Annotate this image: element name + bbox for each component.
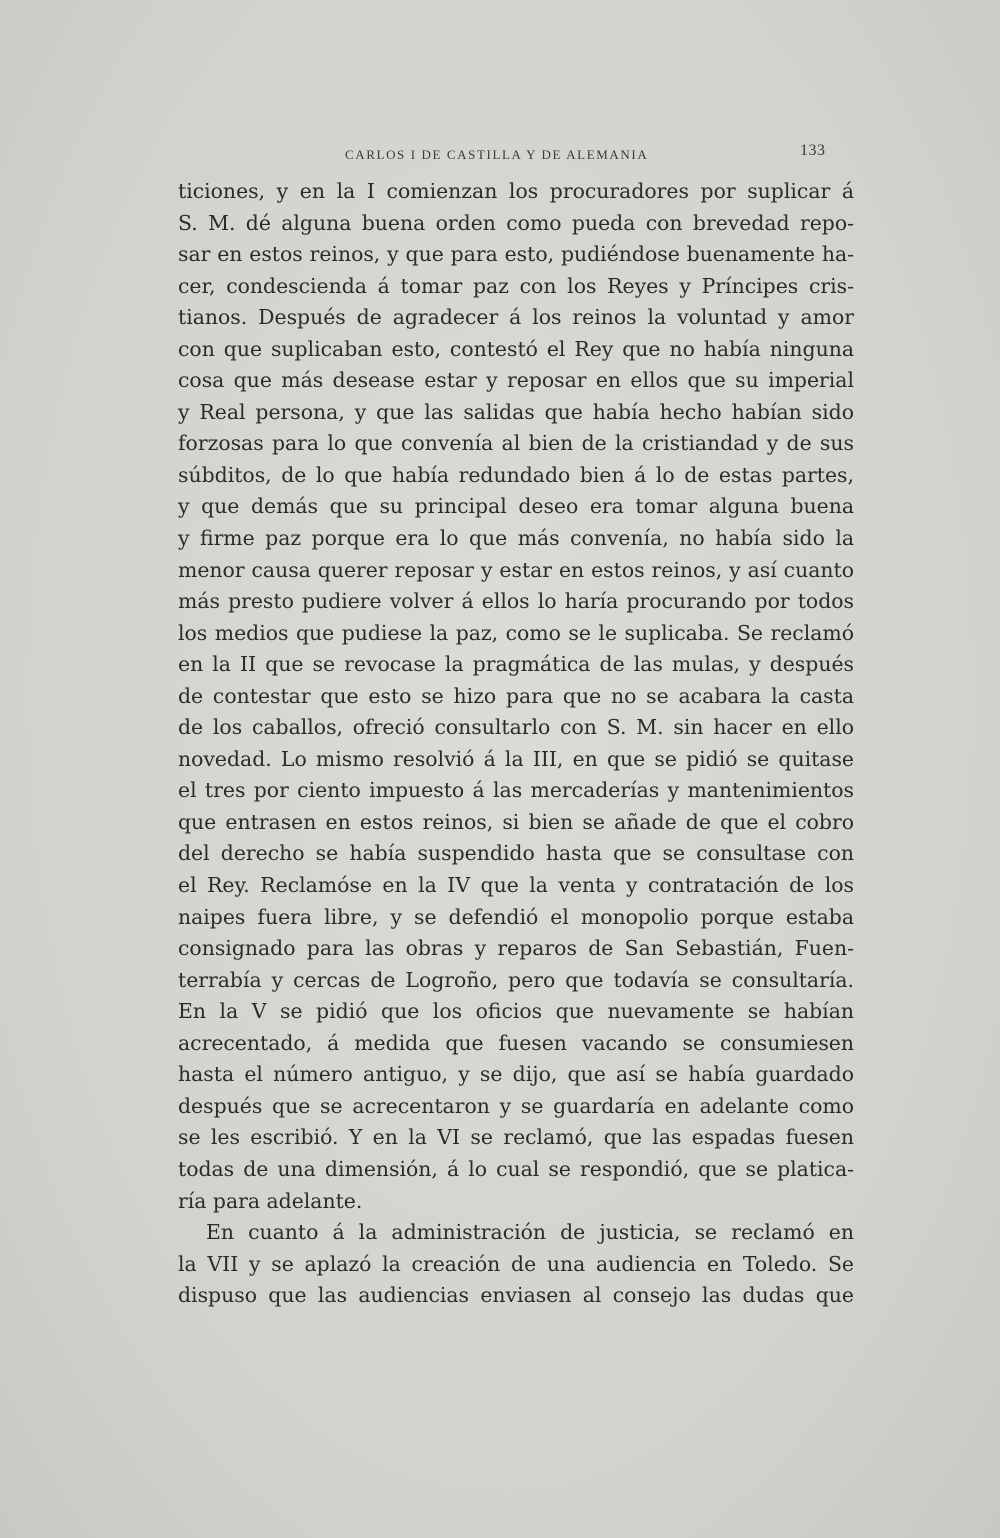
- page-number: 133: [800, 142, 826, 159]
- body-text: [178, 176, 854, 1312]
- text-line: todas de una dimensión, á lo cual se respondió, que se platica-: [178, 1156, 854, 1181]
- text-line: En cuanto á la administración de justicia, se reclamó en: [206, 1220, 854, 1245]
- text-line: naipes fuera libre, y se defendió el monopolio porque estaba: [178, 904, 854, 929]
- text-line: el Rey. Reclamóse en la IV que la venta y contratación de los: [178, 873, 854, 898]
- text-line: cosa que más desease estar y reposar en ellos que su imperial: [178, 368, 854, 393]
- text-line: y firme paz porque era lo que más convenía, no había sido la: [178, 526, 854, 551]
- text-line: tianos. Después de agradecer á los reinos la voluntad y amor: [178, 305, 854, 330]
- text-line: súbditos, de lo que había redundado bien á lo de estas partes,: [178, 462, 854, 487]
- text-line: sar en estos reinos, y que para esto, pudiéndose buenamente ha-: [178, 242, 854, 267]
- text-line: menor causa querer reposar y estar en estos reinos, y así cuanto: [178, 557, 854, 582]
- text-line: se les escribió. Y en la VI se reclamó, que las espadas fuesen: [178, 1125, 854, 1150]
- text-line: de los caballos, ofreció consultarlo con S. M. sin hacer en ello: [178, 715, 854, 740]
- text-line: y que demás que su principal deseo era tomar alguna buena: [178, 494, 854, 519]
- text-line: de contestar que esto se hizo para que no se acabara la casta: [178, 683, 854, 708]
- text-line: los medios que pudiese la paz, como se le suplicaba. Se reclamó: [178, 620, 854, 645]
- text-line: del derecho se había suspendido hasta que se consultase con: [178, 841, 854, 866]
- running-head: CARLOS I DE CASTILLA Y DE ALEMANIA: [345, 147, 649, 162]
- text-line: consignado para las obras y reparos de San Sebastián, Fuen-: [178, 936, 854, 961]
- text-line: hasta el número antiguo, y se dijo, que así se había guardado: [178, 1062, 854, 1087]
- text-line: que entrasen en estos reinos, si bien se añade de que el cobro: [178, 809, 854, 834]
- text-line: S. M. dé alguna buena orden como pueda con brevedad repo-: [178, 210, 854, 235]
- text-line: cer, condescienda á tomar paz con los Reyes y Príncipes cris-: [178, 273, 854, 298]
- text-line: forzosas para lo que convenía al bien de la cristiandad y de sus: [178, 431, 854, 456]
- text-line: ticiones, y en la I comienzan los procuradores por suplicar á: [178, 179, 854, 203]
- text-line: con que suplicaban esto, contestó el Rey que no había ninguna: [178, 336, 854, 361]
- text-line: dispuso que las audiencias enviasen al consejo las dudas que: [178, 1283, 854, 1308]
- text-line: En la V se pidió que los oficios que nuevamente se habían: [178, 999, 854, 1024]
- text-line: más presto pudiere volver á ellos lo haría procurando por todos: [178, 589, 854, 614]
- text-line: la VII y se aplazó la creación de una audiencia en Toledo. Se: [178, 1251, 854, 1276]
- text-line: el tres por ciento impuesto á las mercaderías y mantenimientos: [178, 778, 854, 803]
- text-line: en la II que se revocase la pragmática de las mulas, y después: [178, 652, 854, 677]
- text-line: después que se acrecentaron y se guardaría en adelante como: [178, 1093, 854, 1118]
- text-line: terrabía y cercas de Logroño, pero que todavía se consultaría.: [178, 967, 854, 992]
- text-line: novedad. Lo mismo resolvió á la III, en que se pidió se quitase: [178, 746, 854, 771]
- text-line: y Real persona, y que las salidas que había hecho habían sido: [178, 399, 854, 424]
- text-line: acrecentado, á medida que fuesen vacando se consumiesen: [178, 1030, 854, 1055]
- text-line: ría para adelante.: [178, 1188, 363, 1213]
